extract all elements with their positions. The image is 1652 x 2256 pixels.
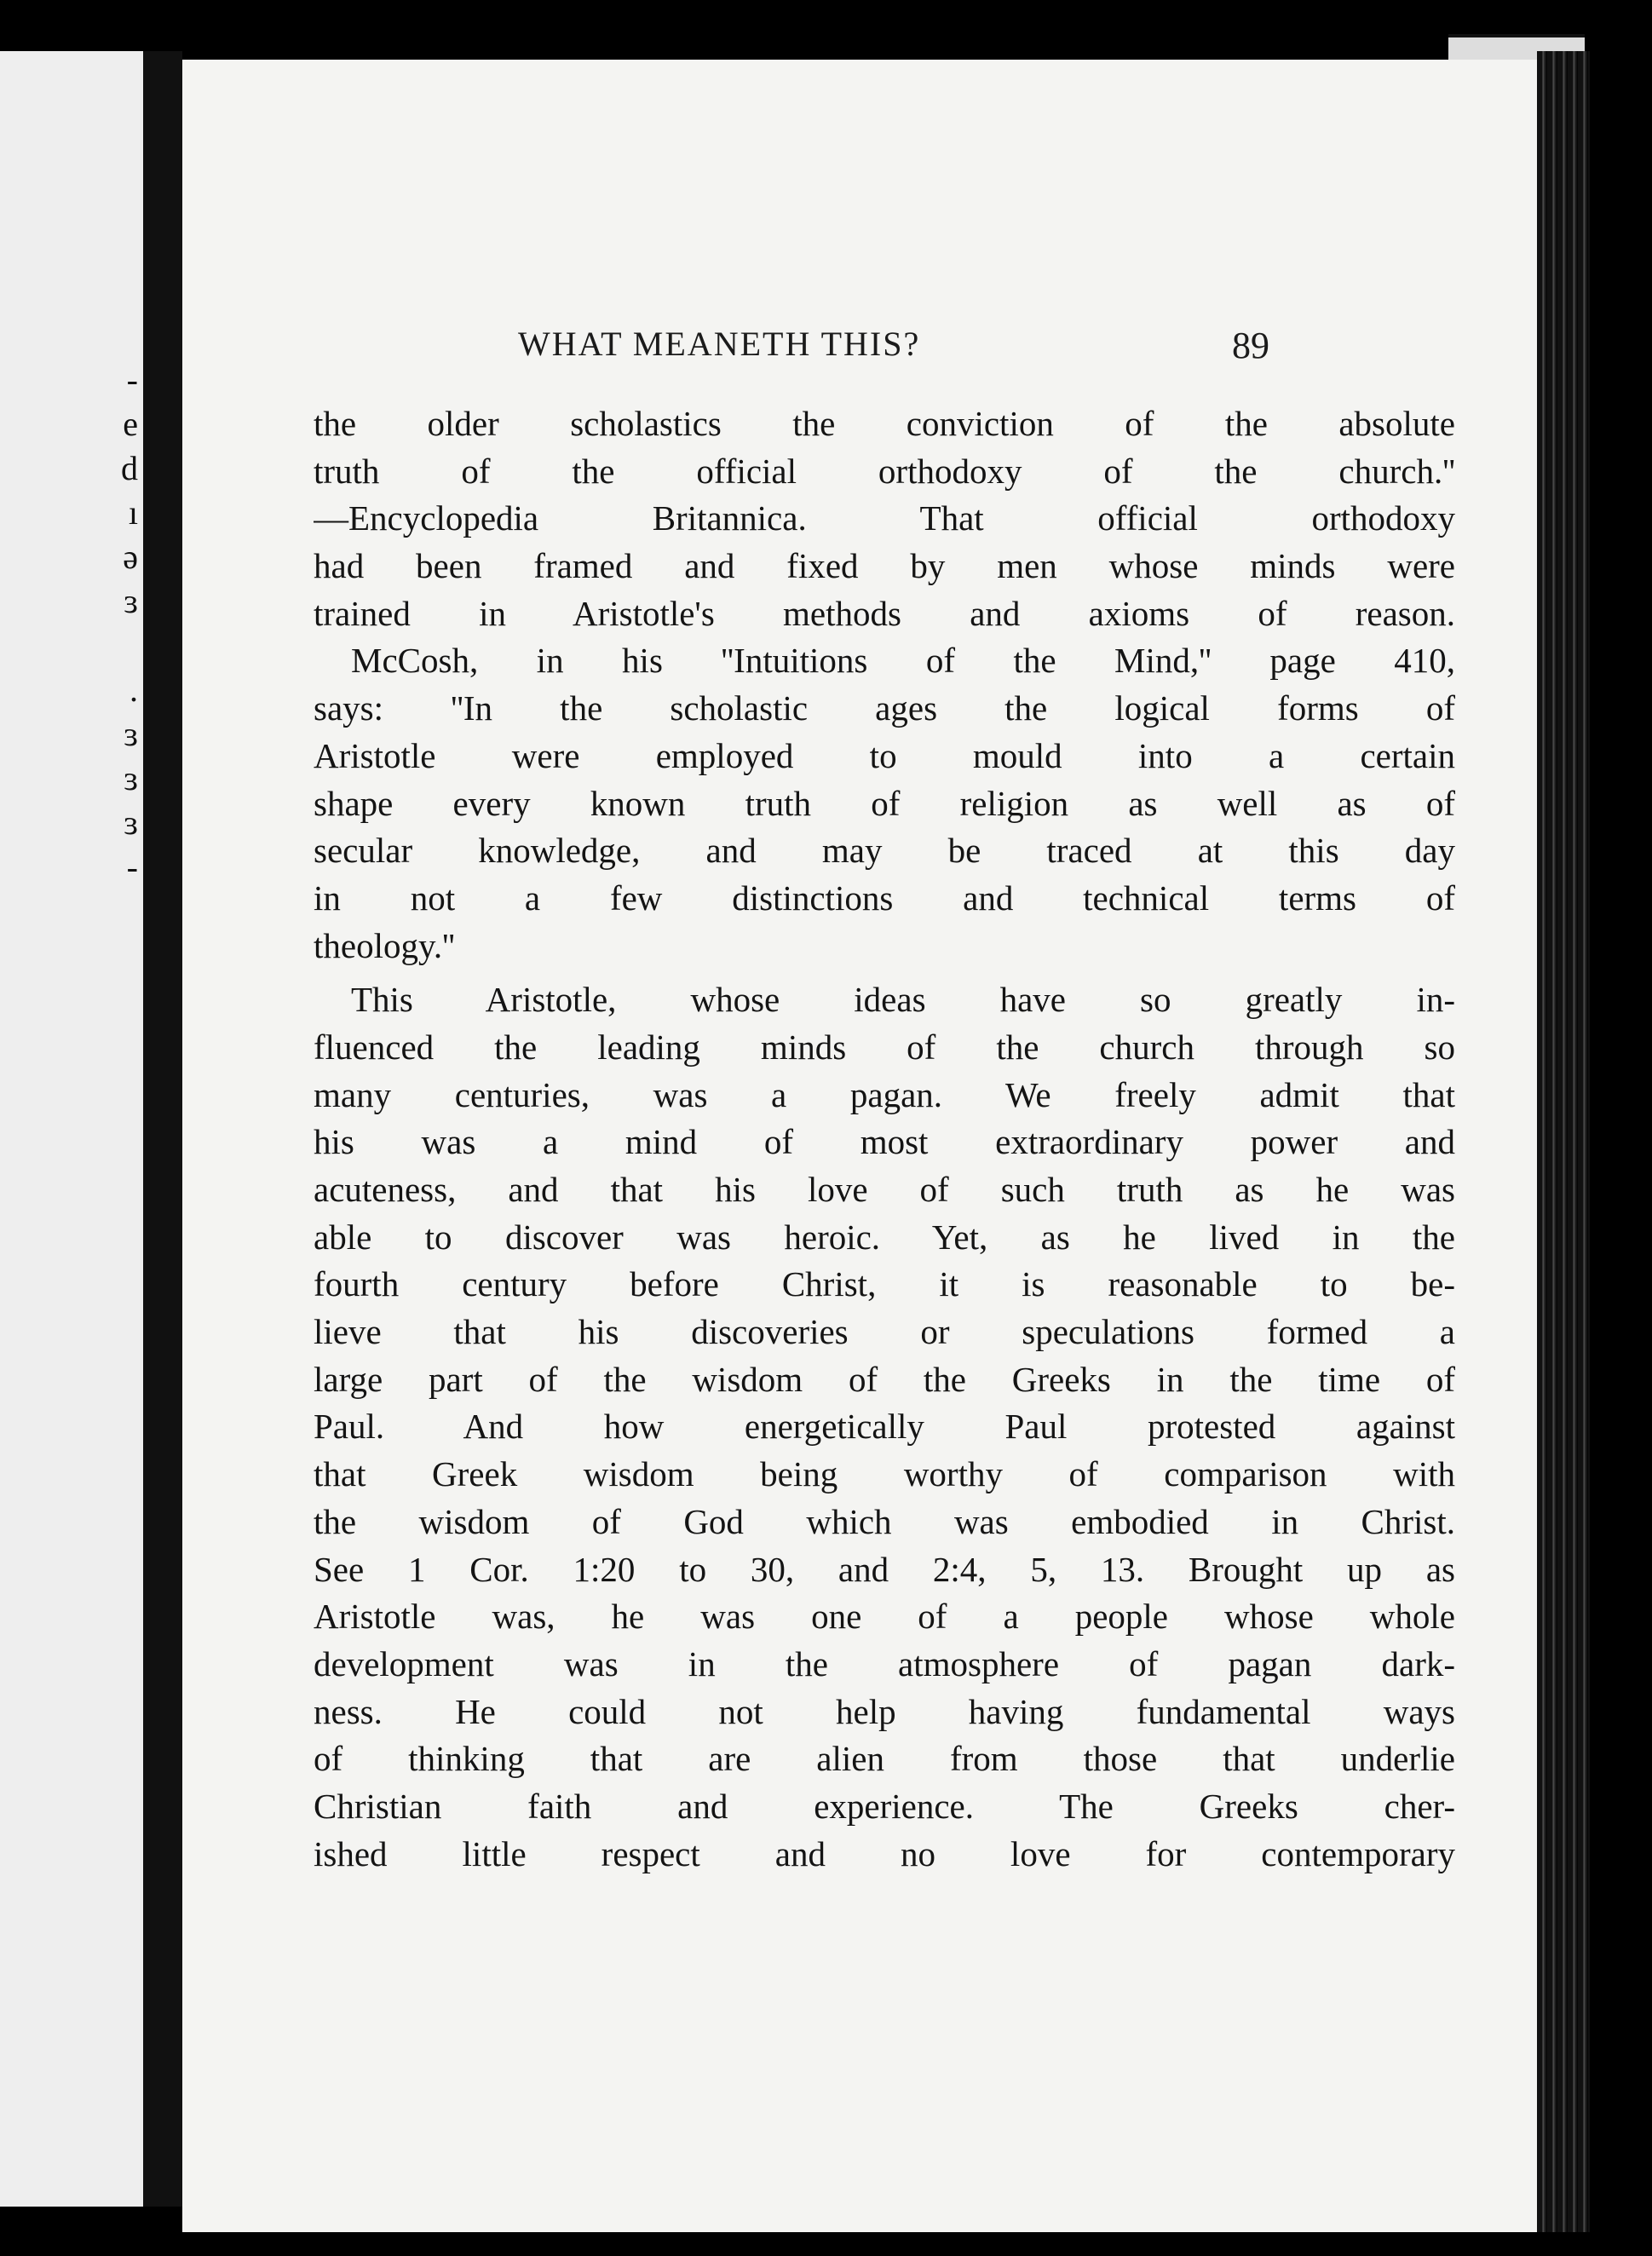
text-line: shape every known truth of religion as well as of [314,783,1455,823]
text-line: had been framed and fixed by men whose minds were [314,546,1455,586]
text-line: Aristotle was, he was one of a people whose whole [314,1597,1455,1637]
text-line: the wisdom of God which was embodied in Christ. [314,1501,1455,1541]
text-line: the older scholastics the conviction of the absolute [314,404,1455,443]
text-line: Aristotle were employed to mould into a certain [314,735,1455,775]
text-line: of thinking that are alien from those that underlie [314,1739,1455,1779]
text-line: development was in the atmosphere of pagan dark- [314,1643,1455,1683]
running-head: WHAT MEANETH THIS? [518,325,921,363]
text-line: Paul. And how energetically Paul protested against [314,1407,1455,1447]
text-line: lieve that his discoveries or speculations formed a [314,1312,1455,1352]
text-line: able to discover was heroic. Yet, as he lived in the [314,1217,1455,1257]
book-page-edges [1537,51,1590,2232]
text-line: McCosh, in his ''Intuitions of the Mind,'' page 410, [351,641,1455,681]
text-line: truth of the official orthodoxy of the church.'' [314,451,1455,491]
text-line: in not a few distinctions and technical terms of [314,878,1455,918]
text-line: This Aristotle, whose ideas have so greatly in- [351,980,1455,1020]
text-line: ness. He could not help having fundamental ways [314,1691,1455,1731]
book-page [182,60,1537,2232]
facing-page-text-fragments: - e d ı ə ɜ . ɜ ɜ ɜ - [121,360,138,886]
text-line: trained in Aristotle's methods and axioms of reason. [314,593,1455,633]
text-line: his was a mind of most extraordinary power and [314,1122,1455,1162]
text-line: secular knowledge, and may be traced at this day [314,831,1455,871]
text-line: See 1 Cor. 1:20 to 30, and 2:4, 5, 13. Brought up as [314,1549,1455,1589]
text-line: theology.'' [314,925,455,965]
text-line: many centuries, was a pagan. We freely admit that [314,1074,1455,1114]
text-line: fourth century before Christ, it is reasonable to be- [314,1264,1455,1304]
text-line: fluenced the leading minds of the church through so [314,1027,1455,1067]
text-line: says: ''In the scholastic ages the logical forms of [314,688,1455,728]
facing-page-edge [0,51,147,2207]
text-line: large part of the wisdom of the Greeks in the time of [314,1359,1455,1399]
book-gutter [143,51,182,2207]
text-line: ished little respect and no love for contemporary [314,1833,1455,1873]
text-line: that Greek wisdom being worthy of comparison with [314,1454,1455,1494]
body-text [314,400,1455,1878]
text-line: Christian faith and experience. The Greeks cher- [314,1786,1455,1826]
page-number: 89 [1232,325,1269,366]
text-line: —Encyclopedia Britannica. That official orthodoxy [314,498,1455,538]
text-line: acuteness, and that his love of such truth as he was [314,1170,1455,1209]
page-header [182,324,1537,375]
